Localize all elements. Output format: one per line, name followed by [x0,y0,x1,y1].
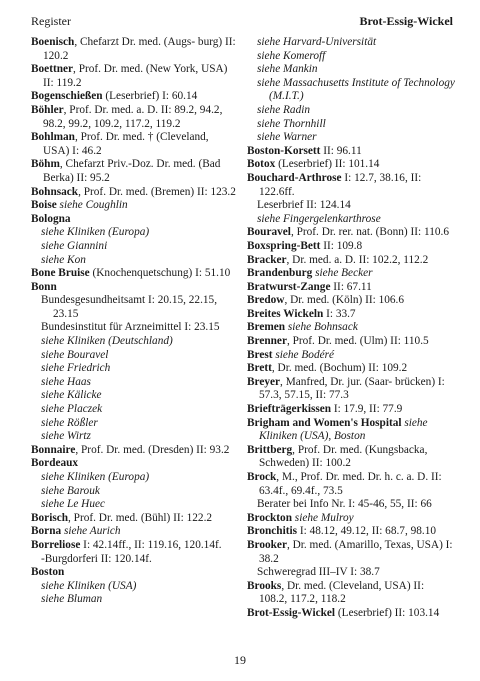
cross-reference: siehe Le Huec [41,498,105,511]
index-entry [31,444,236,458]
cross-reference: siehe Friedrich [41,362,111,375]
cross-reference: siehe Bouravel [41,348,109,361]
entry-references: Leserbrief II: 124.14 [257,199,351,212]
entry-term: Böhler [31,103,64,116]
index-entry [247,349,455,363]
entry-term: Bohnsack [31,185,79,198]
entry-term: Boise [31,199,57,212]
index-subentry [31,362,236,376]
entry-references: , Manfred, Dr. jur. (Saar- brücken) I: 57.3, 57.15, II: 77.3 [259,375,445,402]
cross-reference: siehe Kliniken (USA) [41,579,137,592]
index-subentry [247,77,455,104]
index-entry [247,335,455,349]
index-entry [247,376,455,403]
cross-reference: siehe Wirtz [41,430,91,443]
index-subentry [31,240,236,254]
index-subentry [31,294,236,321]
entry-term: Brett [247,362,272,375]
index-entry [247,607,455,621]
index-entry [247,281,455,295]
entry-references: (Knochenquetschung) I: 51.10 [89,267,231,280]
entry-term: Boston-Korsett [247,144,321,157]
entry-term: Brenner [247,335,287,348]
entry-references: , Dr. med. (Köln) II: 106.6 [284,294,404,307]
cross-reference: siehe Aurich [61,525,121,538]
index-subentry [247,131,455,145]
index-entry [247,308,455,322]
entry-term: Bredow [247,294,285,307]
entry-references: I: 48.12, 49.12, II: 68.7, 98.10 [297,525,437,538]
entry-term: Bordeaux [31,457,79,470]
entry-term: Bronchitis [247,525,298,538]
cross-reference: siehe Placzek [41,403,103,416]
index-subentry [247,213,455,227]
entry-references: (Leserbrief) II: 103.14 [335,606,440,619]
entry-term: Brot-Essig-Wickel [247,606,336,619]
index-entry [31,158,236,185]
entry-term: Borna [31,525,62,538]
cross-reference: siehe Kliniken (Europa) [41,226,150,239]
index-subentry [31,485,236,499]
entry-term: Bone Bruise [31,267,90,280]
cross-reference: siehe Bohnsack [285,321,358,334]
entry-term: Bracker [247,253,287,266]
cross-reference: siehe Kliniken (Deutschland) [41,335,173,348]
index-column-right [247,36,455,621]
entry-term: Brest [247,348,273,361]
entry-references: Bundesgesundheitsamt I: 20.15, 22.15, 23.15 [41,294,218,320]
entry-term: Bouravel [247,226,291,239]
entry-references: I: 17.9, II: 77.9 [331,403,403,416]
cross-reference: siehe Bluman [41,593,103,606]
entry-term: Briefträgerkissen [247,403,332,416]
index-entry [247,294,455,308]
cross-reference: siehe Bodéré [272,348,335,361]
cross-reference: siehe Kälicke [41,389,102,402]
index-entry [247,172,455,199]
index-subentry [247,104,455,118]
index-entry [31,36,236,63]
entry-references: , Prof. Dr. med. a. D. II: 89.2, 94.2, 98.2, 99.2, 109.2, 117.2, 119.2 [43,103,223,130]
index-entry [247,525,455,539]
cross-reference: siehe Rößler [41,416,98,429]
index-entry [31,63,236,90]
index-entry [31,539,236,553]
entry-references: , Dr. med. a. D. II: 102.2, 112.2 [286,253,429,266]
index-subentry [31,321,236,335]
index-entry [31,512,236,526]
running-header-keyword: Brot-Essig-Wickel [359,14,453,28]
index-column-left [31,36,236,607]
entry-term: Bohlman [31,131,75,144]
index-entry [31,457,236,471]
entry-references: I: 33.7 [323,307,356,320]
index-subentry [247,566,455,580]
entry-term: Boettner [31,63,74,76]
entry-term: Brooker [247,538,287,551]
index-subentry [31,389,236,403]
index-subentry [247,63,455,77]
entry-references: I: 12.7, 38.16, II: 122.6ff. [259,171,422,198]
index-entry [31,199,236,213]
index-entry [247,254,455,268]
entry-term: Bogenschießen [31,90,103,103]
index-subentry [31,335,236,349]
entry-term: Boenisch [31,36,75,48]
index-entry [31,104,236,131]
entry-references: , Chefarzt Priv.-Doz. Dr. med. (Bad Berka) II: 95.2 [43,158,221,184]
entry-references: II: 96.11 [320,144,362,157]
index-entry [247,539,455,566]
entry-references: , Prof. Dr. med. (Kungsbacka, Schweden) II: 100.2 [259,443,428,470]
entry-term: Brock [247,471,277,483]
index-entry [31,90,236,104]
entry-references: , Prof. Dr. med. † (Cleveland, USA) I: 46.2 [43,131,209,157]
index-entry [31,281,236,295]
entry-references: , Prof. Dr. med. (Bühl) II: 122.2 [68,511,213,524]
cross-reference: siehe Warner [257,131,317,144]
entry-term: Böhm [31,158,60,171]
index-subentry [247,498,455,512]
entry-term: Breites Wickeln [247,307,324,320]
index-subentry [31,349,236,363]
index-subentry [247,50,455,64]
index-entry [31,131,236,158]
index-entry [247,145,455,159]
index-entry [31,267,236,281]
entry-term: Boston [31,566,65,579]
cross-reference: siehe Giannini [41,239,108,252]
index-subentry [247,118,455,132]
cross-reference: siehe Haas [41,375,91,388]
entry-term: Brittberg [247,443,293,456]
cross-reference: siehe Barouk [41,484,100,497]
cross-reference: siehe Radin [257,103,311,116]
cross-reference: siehe Komeroff [257,49,326,62]
entry-references: (Leserbrief) II: 101.14 [275,158,380,171]
cross-reference: siehe Thornhill [257,117,326,130]
index-subentry [31,580,236,594]
index-entry [31,186,236,200]
entry-references: , Chefarzt Dr. med. (Augs- burg) II: 120.2 [43,36,236,62]
entry-references: (Leserbrief) I: 60.14 [102,90,198,103]
index-entry [247,403,455,417]
cross-reference: siehe Coughlin [56,199,128,212]
entry-term: Bratwurst-Zange [247,280,331,293]
entry-references: , Prof. Dr. rer. nat. (Bonn) II: 110.6 [290,226,449,239]
entry-references: II: 67.11 [330,280,372,293]
index-entry [247,471,455,498]
entry-references: , Prof. Dr. med. (New York, USA) II: 119.2 [43,63,228,89]
index-entry [247,321,455,335]
index-subentry [31,403,236,417]
entry-term: Bonnaire [31,443,76,456]
index-entry [31,525,236,539]
entry-references: , Prof. Dr. med. (Dresden) II: 93.2 [75,443,230,456]
entry-references: , Dr. med. (Amarillo, Texas, USA) I: 38.2 [259,538,453,565]
running-header-section: Register [31,14,71,28]
index-entry [247,580,455,607]
index-entry [247,267,455,281]
entry-references: -Burgdorferi II: 120.14f. [41,552,152,565]
cross-reference: siehe Fingergelenkarthrose [257,212,381,225]
entry-term: Breyer [247,375,281,388]
entry-term: Bologna [31,212,71,225]
cross-reference: siehe Harvard-Universität [257,36,377,48]
entry-references: , Dr. med. (Cleveland, USA) II: 108.2, 117.2, 118.2 [259,579,425,606]
entry-term: Brandenburg [247,267,313,280]
cross-reference: siehe Mankin [257,63,318,76]
entry-references: Schweregrad III–IV I: 38.7 [257,566,380,579]
index-entry [31,213,236,227]
cross-reference: siehe Kliniken (Europa) [41,471,150,483]
index-subentry [31,254,236,268]
entry-term: Boxspring-Bett [247,239,321,252]
index-entry [247,240,455,254]
entry-term: Bonn [31,280,57,293]
index-subentry [31,498,236,512]
entry-references: Bundesinstitut für Arzneimittel I: 23.15 [41,321,220,334]
entry-term: Brockton [247,511,292,524]
page-number: 19 [234,653,246,667]
entry-term: Brooks [247,579,282,592]
entry-term: Botox [247,158,276,171]
entry-references: I: 42.14ff., II: 119.16, 120.14f. [80,538,222,551]
cross-reference: siehe Kliniken (USA), Boston [259,416,428,443]
entry-references: Berater bei Info Nr. I: 45-46, 55, II: 66 [257,498,432,511]
index-subentry [31,226,236,240]
index-entry [247,158,455,172]
entry-term: Bouchard-Arthrose [247,171,342,184]
entry-references: , Dr. med. (Bochum) II: 109.2 [271,362,408,375]
index-subentry [247,36,455,50]
index-subentry [31,417,236,431]
index-entry [247,362,455,376]
index-entry [247,444,455,471]
index-entry [247,226,455,240]
entry-references: II: 109.8 [320,239,363,252]
index-entry [247,417,455,444]
index-entry [247,512,455,526]
entry-references: , Prof. Dr. med. (Ulm) II: 110.5 [286,335,429,348]
index-subentry [247,199,455,213]
index-subentry [31,471,236,485]
index-subentry [31,430,236,444]
cross-reference: siehe Mulroy [291,511,354,524]
entry-references: , Prof. Dr. med. (Bremen) II: 123.2 [78,185,236,198]
index-entry [31,566,236,580]
entry-term: Bremen [247,321,286,334]
cross-reference: siehe Kon [41,253,86,266]
cross-reference: siehe Becker [312,267,373,280]
index-subentry [31,593,236,607]
entry-term: Brigham and Women's Hospital [247,416,402,429]
entry-term: Borreliose [31,538,81,551]
entry-references: , M., Prof. Dr. med. Dr. h. c. a. D. II: 63.4f., 69.4f., 73.5 [259,471,442,497]
cross-reference: siehe Massachusetts Institute of Technology (M.I.T.) [257,76,455,103]
index-subentry [31,376,236,390]
index-subentry [31,553,236,567]
entry-term: Borisch [31,511,69,524]
